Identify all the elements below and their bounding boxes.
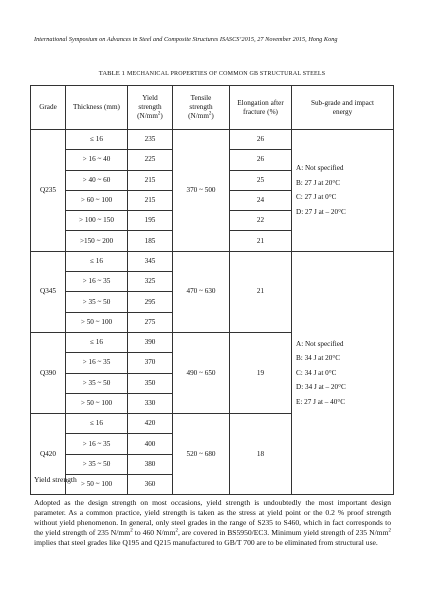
tensile-cell: 370 ~ 500 <box>173 130 230 252</box>
tensile-cell: 490 ~ 650 <box>173 332 230 413</box>
yield-cell: 330 <box>128 393 173 413</box>
yield-cell: 225 <box>128 150 173 170</box>
steel-properties-table <box>30 85 394 495</box>
yield-cell: 195 <box>128 211 173 231</box>
elongation-cell: 24 <box>230 190 292 210</box>
impact-cell: A: Not specified B: 27 J at 20°C C: 27 J at 0°C D: 27 J at – 20°C <box>292 130 394 252</box>
elongation-cell: 25 <box>230 170 292 190</box>
table-caption-title: MECHANICAL PROPERTIES OF COMMON GB STRUCTURAL STEELS <box>127 71 326 77</box>
yield-cell: 390 <box>128 332 173 352</box>
grade-cell: Q235 <box>31 130 66 252</box>
impact-cell: A: Not specified B: 34 J at 20°C C: 34 J at 0°C D: 34 J at – 20°C E: 27 J at – 40°C <box>292 251 394 495</box>
thickness-cell: > 16 ~ 35 <box>66 272 128 292</box>
elongation-cell: 21 <box>230 231 292 251</box>
thickness-cell: >150 ~ 200 <box>66 231 128 251</box>
elongation-cell: 26 <box>230 130 292 150</box>
thickness-cell: ≤ 16 <box>66 251 128 271</box>
thickness-cell: ≤ 16 <box>66 130 128 150</box>
tensile-cell: 470 ~ 630 <box>173 251 230 332</box>
elongation-cell: 19 <box>230 332 292 413</box>
header-thickness: Thickness (mm) <box>66 86 128 130</box>
header-grade: Grade <box>31 86 66 130</box>
tensile-cell: 520 ~ 680 <box>173 414 230 495</box>
grade-cell: Q390 <box>31 332 66 413</box>
yield-cell: 345 <box>128 251 173 271</box>
table-row <box>31 130 394 150</box>
header-tensile-strength: Tensile strength $(N/mm^2)$ <box>173 86 230 130</box>
header-subgrade-impact: Sub-grade and impact energy <box>292 86 394 130</box>
yield-cell: 215 <box>128 190 173 210</box>
thickness-cell: > 100 ~ 150 <box>66 211 128 231</box>
thickness-cell: > 50 ~ 100 <box>66 475 128 495</box>
thickness-cell: > 40 ~ 60 <box>66 170 128 190</box>
thickness-cell: > 35 ~ 50 <box>66 454 128 474</box>
elongation-cell: 21 <box>230 251 292 332</box>
yield-cell: 275 <box>128 312 173 332</box>
thickness-cell: > 16 ~ 35 <box>66 434 128 454</box>
yield-cell: 325 <box>128 272 173 292</box>
yield-cell: 360 <box>128 475 173 495</box>
yield-cell: 420 <box>128 414 173 434</box>
yield-cell: 380 <box>128 454 173 474</box>
yield-cell: 350 <box>128 373 173 393</box>
yield-cell: 400 <box>128 434 173 454</box>
table-header-row <box>31 86 394 130</box>
table-caption <box>30 69 394 77</box>
running-header: International Symposium on Advances in Steel and Composite Structures ISASCS’2015, 27 November 2015, Hong Kong <box>34 36 338 43</box>
yield-cell: 370 <box>128 353 173 373</box>
table-row <box>31 251 394 271</box>
elongation-cell: 26 <box>230 150 292 170</box>
body-paragraph: Adopted as the design strength on most occasions, yield strength is undoubtedly the most important design parameter. As a common practice, yield strength is taken as the stress at yield point or the 0.2 % proof strength without yield phenomenon. In general, only steel grades in the range of S235 to S460, which in fact corresponds to the yield strength of 235 $N/mm^2$ to 460 $N/mm^2$, are covered in BS5950/EC3. Minimum yield strength of 235 $N/mm^2$ implies that steel grades like Q195 and Q215 manufactured to GB/T 700 are to be eliminated from structural use. <box>34 498 391 548</box>
thickness-cell: > 50 ~ 100 <box>66 312 128 332</box>
grade-cell: Q345 <box>31 251 66 332</box>
thickness-cell: > 50 ~ 100 <box>66 393 128 413</box>
thickness-cell: > 60 ~ 100 <box>66 190 128 210</box>
yield-cell: 295 <box>128 292 173 312</box>
yield-cell: 235 <box>128 130 173 150</box>
thickness-cell: > 16 ~ 40 <box>66 150 128 170</box>
thickness-cell: > 16 ~ 35 <box>66 353 128 373</box>
yield-cell: 185 <box>128 231 173 251</box>
header-yield-strength: Yield strength $(N/mm^2)$ <box>128 86 173 130</box>
thickness-cell: > 35 ~ 50 <box>66 292 128 312</box>
thickness-cell: ≤ 16 <box>66 414 128 434</box>
table-caption-label: TABLE 1 <box>98 70 126 77</box>
thickness-cell: ≤ 16 <box>66 332 128 352</box>
grade-cell: Q420 <box>31 414 66 495</box>
elongation-cell: 22 <box>230 211 292 231</box>
section-title: Yield strength <box>34 475 77 484</box>
yield-cell: 215 <box>128 170 173 190</box>
thickness-cell: > 35 ~ 50 <box>66 373 128 393</box>
elongation-cell: 18 <box>230 414 292 495</box>
header-elongation: Elongation after fracture (%) <box>230 86 292 130</box>
